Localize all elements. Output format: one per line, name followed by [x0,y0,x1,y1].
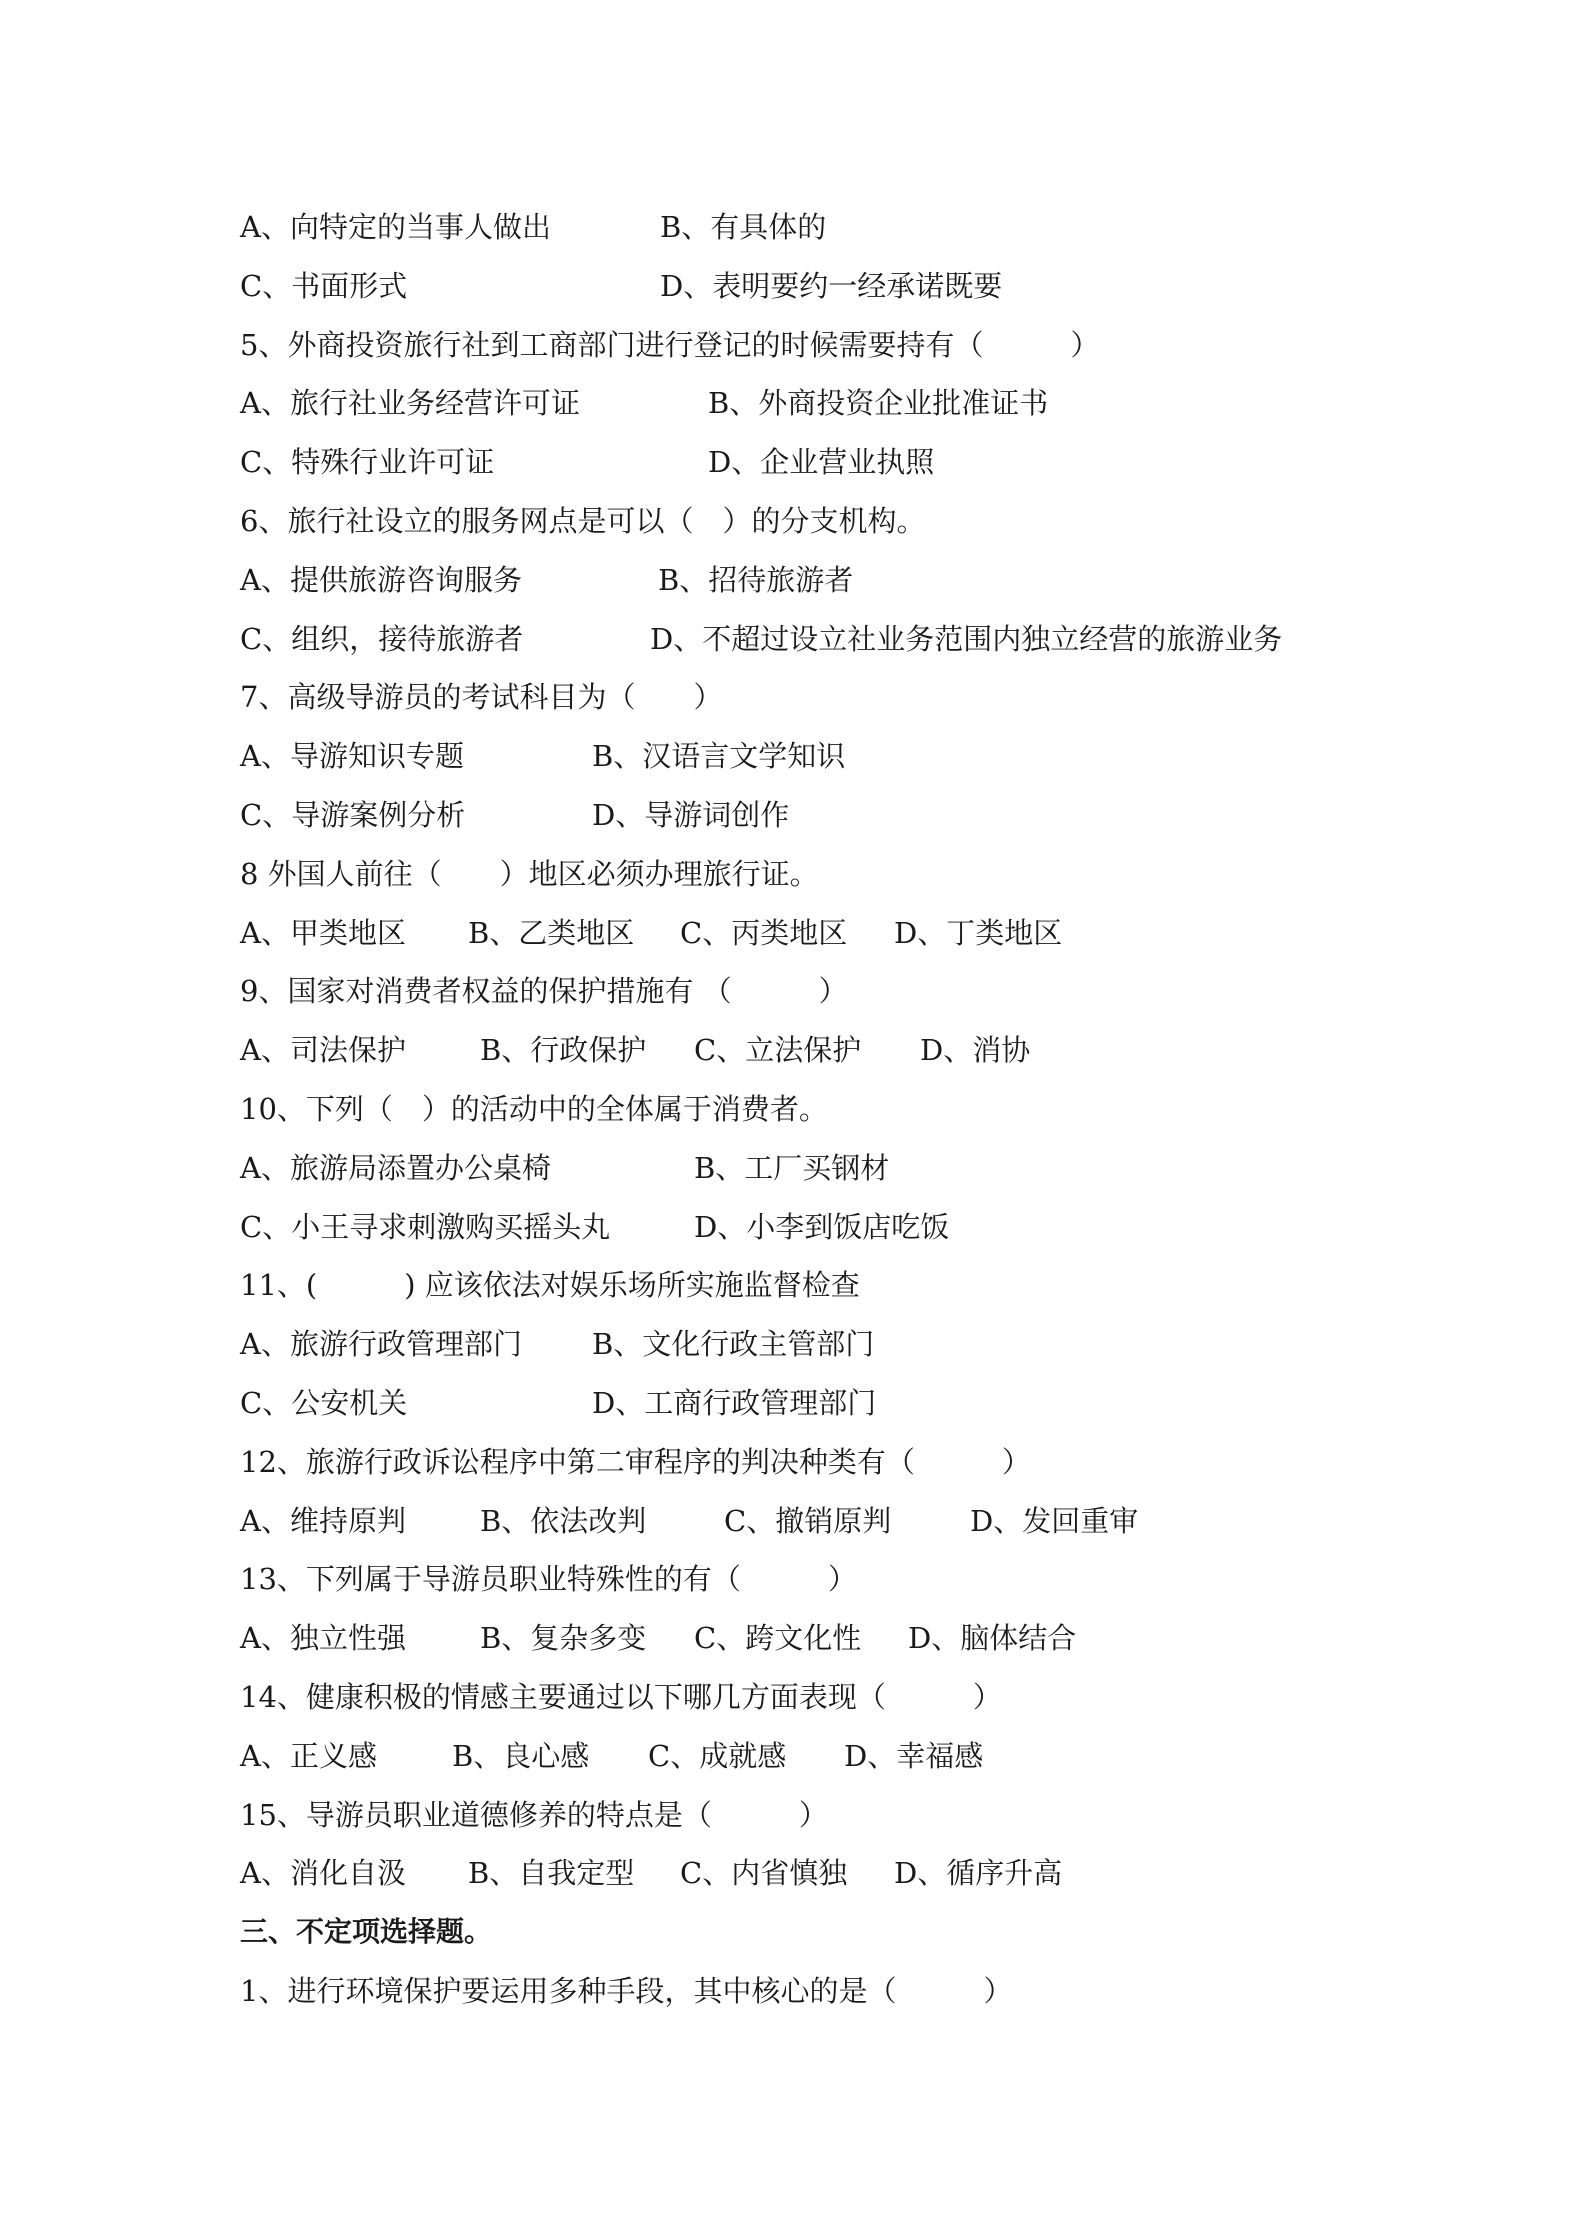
option-b: B、良心感 [452,1738,590,1773]
option-b: B、自我定型 [468,1856,635,1891]
question-text: 7、高级导游员的考试科目为（ ） [240,680,723,715]
option-d: D、不超过设立社业务范围内独立经营的旅游业务 [650,621,1283,656]
option-d: D、消协 [920,1033,1031,1068]
option-a: A、独立性强 [240,1621,406,1656]
options-line [240,727,1440,786]
option-b: B、行政保护 [480,1033,647,1068]
options-line [240,374,1440,433]
option-c: C、内省慎独 [680,1856,848,1891]
option-b: B、有具体的 [660,210,827,244]
option-d: D、企业营业执照 [708,445,935,480]
question-text: 14、健康积极的情感主要通过以下哪几方面表现（ ） [240,1679,1002,1714]
options-line [240,551,1440,610]
option-c: C、跨文化性 [694,1621,862,1656]
option-d: D、表明要约一经承诺既要 [660,268,1003,303]
question-text: 1、进行环境保护要运用多种手段，其中核心的是（ ） [240,1973,1013,2008]
option-c: C、撤销原判 [724,1503,892,1538]
option-d: D、丁类地区 [894,915,1063,950]
question-text: 9、国家对消费者权益的保护措施有 （ ） [240,974,848,1009]
option-d: D、循序升高 [894,1856,1063,1891]
options-line [240,257,1440,316]
question-text: 11、( ) 应该依法对娱乐场所实施监督检查 [240,1268,860,1303]
option-d: D、工商行政管理部门 [592,1385,877,1420]
question-text: 10、下列（ ）的活动中的全体属于消费者。 [240,1091,828,1126]
option-c: C、小王寻求刺激购买摇头丸 [240,1209,611,1244]
question-list [240,198,1440,2021]
options-line [240,1198,1440,1257]
option-d: D、发回重审 [970,1503,1139,1538]
option-a: A、导游知识专题 [240,739,464,774]
question-text: 5、外商投资旅行社到工商部门进行登记的时候需要持有（ ） [240,327,1100,362]
option-c: C、丙类地区 [680,915,848,950]
option-b: B、乙类地区 [468,915,635,950]
option-b: B、依法改判 [480,1503,647,1538]
option-a: A、维持原判 [240,1503,406,1538]
option-d: D、幸福感 [844,1738,984,1773]
options-line [240,433,1440,492]
options-line [240,1609,1440,1668]
options-line [240,1727,1440,1786]
question-text: 6、旅行社设立的服务网点是可以（ ）的分支机构。 [240,503,926,538]
option-d: D、导游词创作 [592,797,790,832]
option-d: D、脑体结合 [908,1621,1077,1656]
options-line [240,610,1440,669]
option-c: C、公安机关 [240,1385,408,1420]
options-line [240,1021,1440,1080]
option-b: B、文化行政主管部门 [592,1327,875,1362]
options-line [240,1844,1440,1903]
option-a: A、提供旅游咨询服务 [240,562,522,597]
option-c: C、组织，接待旅游者 [240,621,524,656]
option-a: A、旅游局添置办公桌椅 [240,1150,551,1185]
option-b: B、外商投资企业批准证书 [708,386,1049,421]
options-line [240,198,1440,257]
option-a: A、司法保护 [240,1033,406,1068]
option-c: C、导游案例分析 [240,797,466,832]
options-line [240,904,1440,963]
option-b: B、招待旅游者 [658,562,854,597]
question-text: 12、旅游行政诉讼程序中第二审程序的判决种类有（ ） [240,1444,1031,1479]
option-c: C、立法保护 [694,1033,862,1068]
question-text: 15、导游员职业道德修养的特点是（ ） [240,1797,828,1832]
option-b: B、工厂买钢材 [694,1150,890,1185]
option-a: A、正义感 [240,1738,377,1773]
section-heading: 三、不定项选择题。 [240,1915,493,1949]
question-text: 8 外国人前往（ ）地区必须办理旅行证。 [240,856,819,891]
option-b: B、复杂多变 [480,1621,647,1656]
option-c: C、特殊行业许可证 [240,445,495,480]
options-line [240,1139,1440,1198]
option-c: C、成就感 [648,1738,787,1773]
option-a: A、甲类地区 [240,915,406,950]
options-line [240,786,1440,845]
option-c: C、书面形式 [240,268,408,303]
option-a: A、旅游行政管理部门 [240,1327,522,1362]
option-b: B、汉语言文学知识 [592,739,846,774]
options-line [240,1492,1440,1551]
options-line [240,1315,1440,1374]
question-text: 13、下列属于导游员职业特殊性的有（ ） [240,1562,857,1597]
option-a: A、旅行社业务经营许可证 [240,386,580,421]
option-a: A、向特定的当事人做出 [240,210,551,244]
options-line [240,1374,1440,1433]
option-a: A、消化自汲 [240,1856,406,1891]
option-d: D、小李到饭店吃饭 [694,1209,950,1244]
